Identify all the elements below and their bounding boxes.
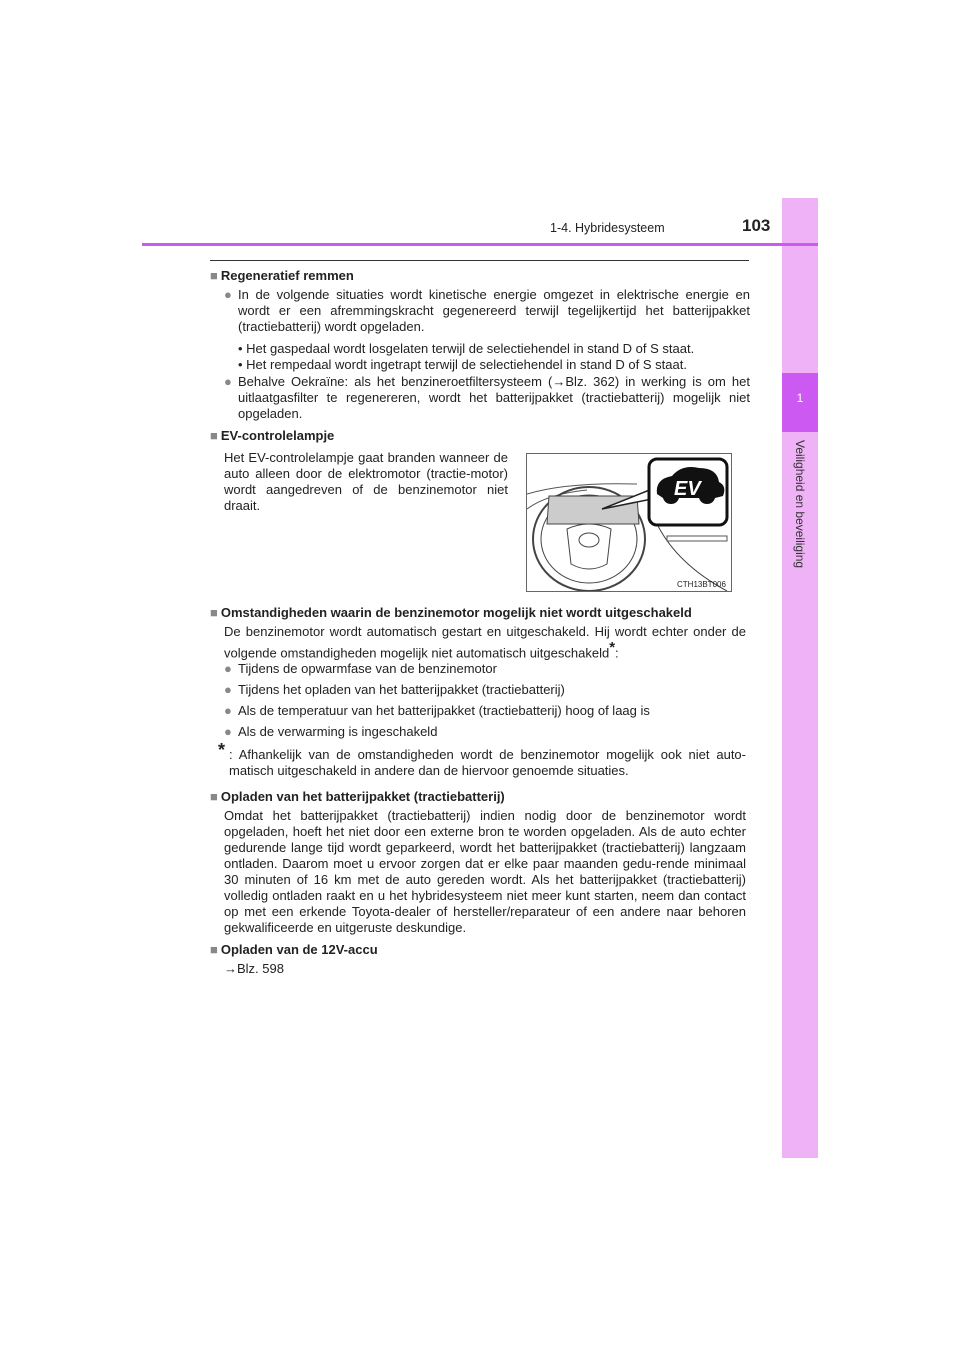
heading-opladen-batterij [210, 789, 505, 804]
bullet-text: Als de temperatuur van het batterijpakket (tractiebatterij) hoog of laag is [238, 703, 650, 718]
section-title: 1-4. Hybridesysteem [550, 221, 665, 235]
chapter-sidebar [782, 198, 818, 1158]
bullet-item [224, 661, 750, 677]
bullet-item [224, 287, 750, 335]
dashboard-illustration [527, 454, 731, 591]
bullet-text: In de volgende situaties wordt kinetische energie omgezet in elektrische energie en wordt er een afremmingskracht gegenereerd terwijl tegelijkertijd het batterijpakket (tractiebatterij) wordt opgeladen. [238, 287, 750, 334]
chapter-title: Veiligheid en beveiliging [793, 440, 807, 569]
bullet-text: Behalve Oekraïne: als het benzineroetfiltersysteem (→Blz. 362) in werking is om het uitlaatgasfilter te regenereren, wordt het batterijpakket (tractiebatterij) mogelijk niet opgeladen. [238, 374, 750, 421]
dot-bullet-icon: ● [224, 374, 232, 389]
sub-item: • Het rempedaal wordt ingetrapt terwijl de selectiehendel in stand D of S staat. [238, 357, 687, 372]
page-number: 103 [742, 216, 771, 235]
paragraph-text: De benzinemotor wordt automatisch gestart en uitgeschakeld. Hij wordt echter onder de volgende omstandigheden mogelijk niet automatisch uitgeschakeld [224, 624, 746, 661]
dot-bullet-icon: ● [224, 724, 232, 739]
square-bullet-icon: ■ [210, 942, 218, 957]
heading-text: Opladen van het batterijpakket (tractiebatterij) [220, 789, 505, 804]
heading-omstandigheden [210, 605, 692, 620]
heading-12v [210, 942, 378, 957]
content-rule [210, 260, 749, 261]
footnote-text: : Afhankelijk van de omstandigheden wordt de benzinemotor mogelijk ook niet auto-matisch uitgeschakeld in andere dan de hiervoor genoemde situaties. [229, 747, 746, 778]
dot-bullet-icon: ● [224, 682, 232, 697]
dot-bullet-icon: ● [224, 661, 232, 676]
ev-label: EV [674, 478, 701, 500]
bullet-item [224, 374, 750, 422]
heading-text: Omstandigheden waarin de benzinemotor mogelijk niet wordt uitgeschakeld [220, 605, 692, 620]
square-bullet-icon: ■ [210, 789, 218, 804]
bullet-item [224, 682, 750, 698]
footnote-mark: * [218, 740, 226, 760]
bullet-item [224, 703, 750, 719]
bullet-text: Tijdens het opladen van het batterijpakket (tractiebatterij) [238, 682, 565, 697]
bullet-item [224, 724, 750, 740]
page-reference-link[interactable]: →Blz. 598 [224, 961, 284, 976]
square-bullet-icon: ■ [210, 605, 218, 620]
heading-text: Regeneratief remmen [220, 268, 354, 283]
dot-bullet-icon: ● [224, 287, 232, 302]
figure-code: CTH13BT006 [677, 580, 726, 589]
heading-text: EV-controlelampje [220, 428, 335, 443]
ev-indicator-figure [526, 453, 732, 592]
heading-regeneratief [210, 268, 354, 283]
omstandigheden-text [224, 624, 746, 661]
chapter-number-tab[interactable]: 1 [782, 373, 818, 432]
square-bullet-icon: ■ [210, 268, 218, 283]
colon: : [615, 645, 619, 661]
footnote-ref: * [609, 639, 616, 656]
header-divider [142, 243, 818, 246]
dot-bullet-icon: ● [224, 703, 232, 718]
ev-text: Het EV-controlelampje gaat branden wanneer de auto alleen door de elektromotor (tractie-motor) wordt aangedreven of de benzinemotor niet draait. [224, 450, 508, 513]
sub-item: • Het gaspedaal wordt losgelaten terwijl de selectiehendel in stand D of S staat. [238, 341, 695, 356]
heading-ev [210, 428, 334, 443]
opladen-text: Omdat het batterijpakket (tractiebatterij) indien nodig door de benzinemotor wordt opgeladen, hoeft het niet door een externe bron te worden opgeladen. Als de auto echter gedurende lange tijd wordt geparkeerd, wordt het batterijpakket (tractiebatterij) langzaam ontladen. Daarom moet u ervoor zorgen dat er elke paar maanden gedu-rende minimaal 30 minuten of 16 km met de auto gereden wordt. Als het batterijpakket (tractiebatterij) volledig ontladen raakt en u het hybridesysteem niet meer kunt starten, neem dan contact op met een erkende Toyota-dealer of hersteller/reparateur of een andere naar behoren gekwalificeerde en uitgeruste deskundige. [224, 808, 746, 935]
bullet-text: Als de verwarming is ingeschakeld [238, 724, 438, 739]
heading-text: Opladen van de 12V-accu [220, 942, 378, 957]
bullet-text: Tijdens de opwarmfase van de benzinemotor [238, 661, 497, 676]
square-bullet-icon: ■ [210, 428, 218, 443]
